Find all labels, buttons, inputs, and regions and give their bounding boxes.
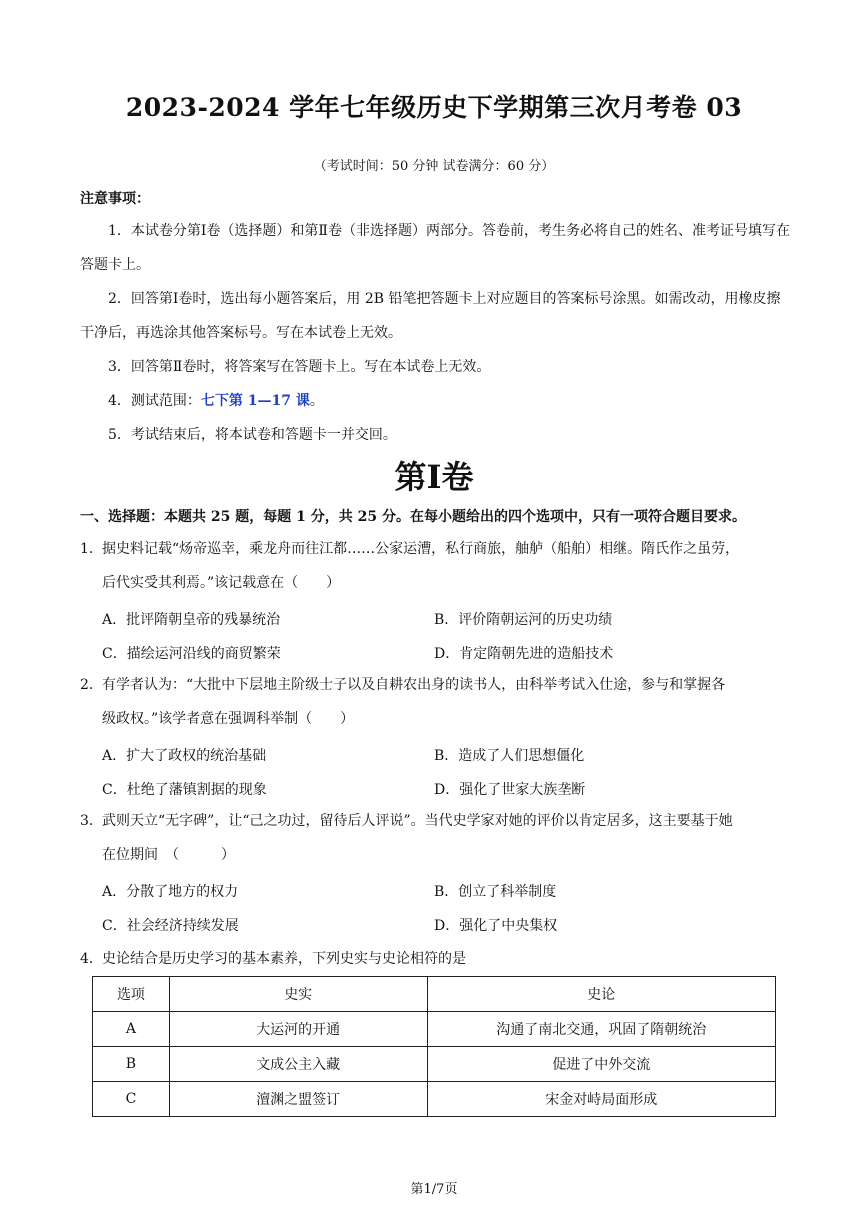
notice-item-3: 3．回答第Ⅱ卷时，将答案写在答题卡上。写在本试卷上无效。 [108, 359, 491, 375]
table-cell: C [93, 1082, 170, 1117]
question-4 [80, 942, 792, 976]
table-cell: 促进了中外交流 [427, 1047, 776, 1082]
table-cell: 沟通了南北交通，巩固了隋朝统治 [427, 1012, 776, 1047]
question-number: 3． [80, 813, 103, 829]
option-b[interactable]: B．造成了人们思想僵化 [434, 748, 585, 764]
table-row [93, 1047, 776, 1082]
question-number: 4． [80, 951, 103, 967]
notice-item-2: 2．回答第Ⅰ卷时，选出每小题答案后，用 2B 铅笔把答题卡上对应题目的答案标号涂黑。如需改动，用橡皮擦干净后，再选涂其他答案标号。写在本试卷上无效。 [80, 291, 781, 341]
question-stem-line: 后代实受其利焉。”该记载意在（ ） [102, 575, 341, 591]
question-number: 2． [80, 677, 103, 693]
question-stem-line: 史论结合是历史学习的基本素养，下列史实与史论相符的是 [102, 951, 466, 967]
table-cell: 大运河的开通 [169, 1012, 427, 1047]
history-table [92, 976, 776, 1117]
table-cell: 文成公主入藏 [169, 1047, 427, 1082]
notice-label: 注意事项： [80, 191, 150, 207]
table-header-cell: 选项 [93, 977, 170, 1012]
section-title: 第Ⅰ卷 [394, 458, 474, 496]
question-stem-line: 据史料记载“炀帝巡幸，乘龙舟而往江都……公家运漕，私行商旅，舳舻（船舶）相继。隋氏作之虽劳， [102, 541, 740, 557]
question-1 [80, 532, 792, 600]
table-header-cell: 史论 [427, 977, 776, 1012]
notice-item-4 [80, 384, 790, 418]
table-header-row [93, 977, 776, 1012]
section-description: 一、选择题：本题共 25 题，每题 1 分，共 25 分。在每小题给出的四个选项中，只有一项符合题目要求。 [80, 509, 746, 525]
table-cell: 澶渊之盟签订 [169, 1082, 427, 1117]
table-row [93, 1082, 776, 1117]
table-row [93, 1012, 776, 1047]
option-a[interactable]: A．分散了地方的权力 [102, 884, 239, 900]
question-3 [80, 804, 792, 872]
notice-item-1: 1．本试卷分第Ⅰ卷（选择题）和第Ⅱ卷（非选择题）两部分。答卷前，考生务必将自己的姓名、准考证号填写在答题卡上。 [80, 223, 790, 273]
option-d[interactable]: D．肯定隋朝先进的造船技术 [434, 646, 614, 662]
option-c[interactable]: C．描绘运河沿线的商贸繁荣 [102, 646, 281, 662]
notice-item-5: 5．考试结束后，将本试卷和答题卡一并交回。 [108, 427, 397, 443]
table-header-cell: 史实 [169, 977, 427, 1012]
option-c[interactable]: C．社会经济持续发展 [102, 918, 239, 934]
option-d[interactable]: D．强化了中央集权 [434, 918, 558, 934]
table-cell: A [93, 1012, 170, 1047]
option-b[interactable]: B．评价隋朝运河的历史功绩 [434, 612, 613, 628]
table-cell: 宋金对峙局面形成 [427, 1082, 776, 1117]
option-d[interactable]: D．强化了世家大族垄断 [434, 782, 586, 798]
question-2 [80, 668, 792, 736]
page-number: 第1/7页 [410, 1182, 458, 1197]
notice-item-4-prefix: 4．测试范围： [108, 393, 201, 409]
table-cell: B [93, 1047, 170, 1082]
question-stem-line: 级政权。”该学者意在强调科举制（ ） [102, 711, 355, 727]
question-stem-line: 在位期间 （ ） [102, 847, 235, 863]
exam-title: 2023-2024 学年七年级历史下学期第三次月考卷 03 [125, 93, 743, 122]
test-range: 七下第 1—17 课 [200, 393, 310, 409]
question-stem-line: 武则天立“无字碑”，让“己之功过，留待后人评说”。当代史学家对她的评价以肯定居多，这主要基于她 [102, 813, 733, 829]
exam-subtitle: （考试时间：50 分钟 试卷满分：60 分） [313, 159, 555, 174]
question-stem-line: 有学者认为：“大批中下层地主阶级士子以及自耕农出身的读书人，由科举考试入仕途，参与和掌握各 [102, 677, 726, 693]
option-c[interactable]: C．杜绝了藩镇割据的现象 [102, 782, 267, 798]
option-a[interactable]: A．扩大了政权的统治基础 [102, 748, 267, 764]
option-b[interactable]: B．创立了科举制度 [434, 884, 557, 900]
notice-item-4-suffix: 。 [309, 393, 324, 409]
option-a[interactable]: A．批评隋朝皇帝的残暴统治 [102, 612, 281, 628]
question-number: 1． [80, 541, 103, 557]
